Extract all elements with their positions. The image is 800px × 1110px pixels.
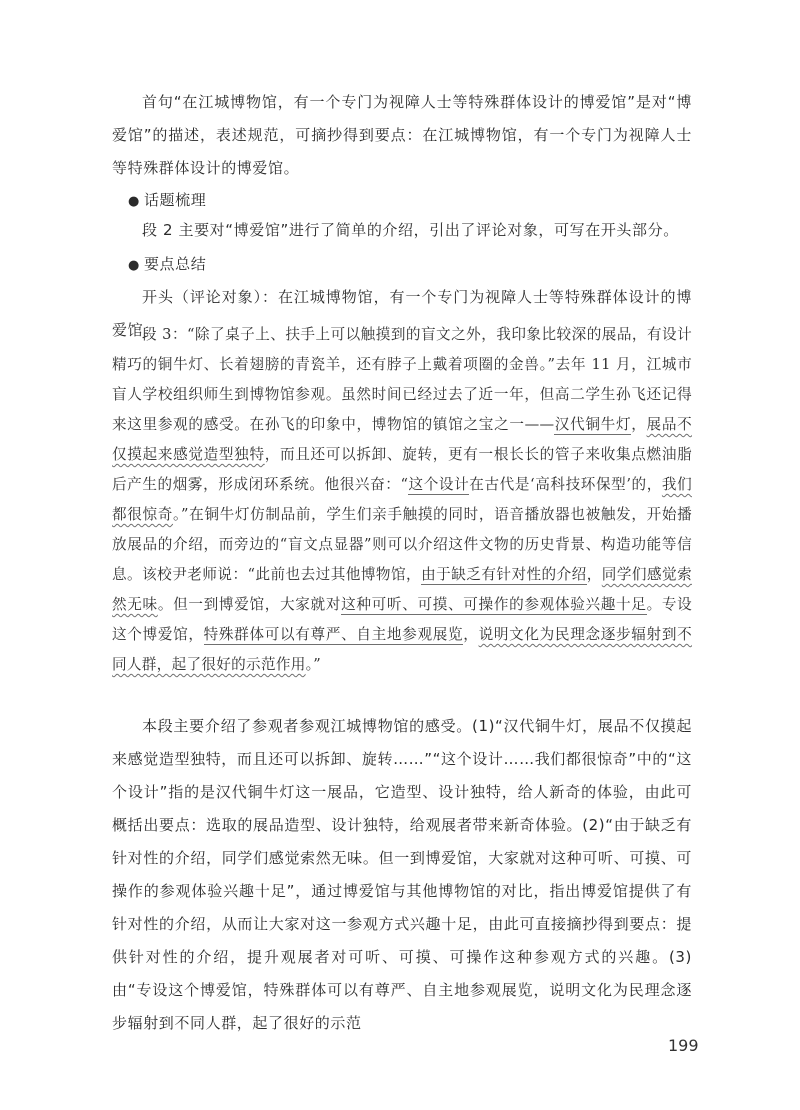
heading-summary: [128, 248, 688, 282]
quote-segment: ，: [631, 416, 647, 433]
quote-segment: 。但一到博爱馆，大家就对: [157, 596, 342, 613]
heading-text: 话题梳理: [143, 191, 207, 209]
paragraph-analysis: [112, 710, 692, 1040]
quote-segment: 在古代是‘高科技环保型’的，: [469, 476, 662, 493]
quoted-passage: [112, 320, 692, 680]
quote-segment: 段 3：“除了桌子上、扶手上可以触摸到的盲文之外，我印象比较深的展品，有设计精巧的铜牛灯、长着翅膀的青瓷羊，还有脖子上戴着项圈的金兽。”去年 11 月，江城市盲人学校组织师生到博物馆参观。虽然时间已经过去了近一年，但高二学生孙飞还记得来这里参观的感受。在孙飞的印象中，博物馆的镇馆之宝之一——: [112, 326, 692, 433]
heading-topic: [128, 184, 688, 218]
quote-segment: 。”: [305, 656, 321, 673]
quote-segment: 。专设这个博爱馆，: [112, 596, 693, 643]
paragraph-intro: [112, 86, 692, 185]
underlined-phrase: 这种可听、可摸、可操作的参观体验兴趣十足: [341, 596, 647, 613]
heading-text: 要点总结: [143, 255, 207, 273]
paragraph-text: 首句“在江城博物馆，有一个专门为视障人士等特殊群体设计的博爱馆”是对“博爱馆”的描述，表述规范，可摘抄得到要点：在江城博物馆，有一个专门为视障人士等特殊群体设计的博爱馆。: [112, 93, 692, 177]
paragraph-topic: [112, 214, 692, 247]
wavy-underlined-phrase: 同学们感觉索然无味: [112, 566, 692, 613]
quote-segment: ，: [586, 566, 602, 583]
quote-text: [112, 320, 692, 680]
quote-segment: ，: [463, 626, 479, 643]
underlined-phrase: 特殊群体可以有尊严、自主地参观展览: [203, 626, 464, 643]
bullet-icon: ●: [128, 194, 140, 209]
underlined-phrase: 汉代铜牛灯: [554, 416, 632, 433]
quote-segment: ，而且还可以拆卸、旋转，更有一根长长的管子来收集点燃油脂后产生的烟雾，形成闭环系统。他很兴奋：“: [112, 446, 692, 493]
bullet-icon: ●: [128, 258, 140, 273]
wavy-underlined-phrase: 说明文化为民理念逐步辐射到不同人群，起了很好的示范作用: [112, 626, 692, 673]
paragraph-text: 段 2 主要对“博爱馆”进行了简单的介绍，引出了评论对象，可写在开头部分。: [142, 221, 679, 239]
underlined-phrase: 由于缺乏有针对性的介绍: [421, 566, 587, 583]
page-number: 199: [668, 1036, 699, 1055]
wavy-underlined-phrase: 展品不仅摸起来感觉造型独特: [112, 416, 692, 463]
underlined-phrase: 这个设计: [408, 476, 470, 493]
paragraph-text: 本段主要介绍了参观者参观江城博物馆的感受。(1)“汉代铜牛灯，展品不仅摸起来感觉造型独特，而且还可以拆卸、旋转……”“这个设计……我们都很惊奇”中的“这个设计”指的是汉代铜牛灯这一展品，它造型、设计独特，给人新奇的体验，由此可概括出要点：选取的展品造型、设计独特，给观展者带来新奇体验。(2)“由于缺乏有针对性的介绍，同学们感觉索然无味。但一到博爱馆，大家就对这种可听、可摸、可操作的参观体验兴趣十足”，通过博爱馆与其他博物馆的对比，指出博爱馆提供了有针对性的介绍，从而让大家对这一参观方式兴趣十足，由此可直接摘抄得到要点：提供针对性的介绍，提升观展者对可听、可摸、可操作这种参观方式的兴趣。(3) 由“专设这个博爱馆，特殊群体可以有尊严、自主地参观展览，说明文化为民理念逐步辐射到不同人群，起了很好的示范: [112, 717, 692, 1032]
quote-segment: 。”在铜牛灯仿制品前，学生们亲手触摸的同时，语音播放器也被触发，开始播放展品的介绍，而旁边的“盲文点显器”则可以介绍这件文物的历史背景、构造功能等信息。该校尹老师说：“此前也去过其他博物馆，: [112, 506, 693, 583]
wavy-underlined-phrase: 我们都很惊奇: [112, 476, 692, 523]
paragraph-text: 开头（评论对象）：在江城博物馆，有一个专门为视障人士等特殊群体设计的博爱馆。: [112, 288, 692, 339]
